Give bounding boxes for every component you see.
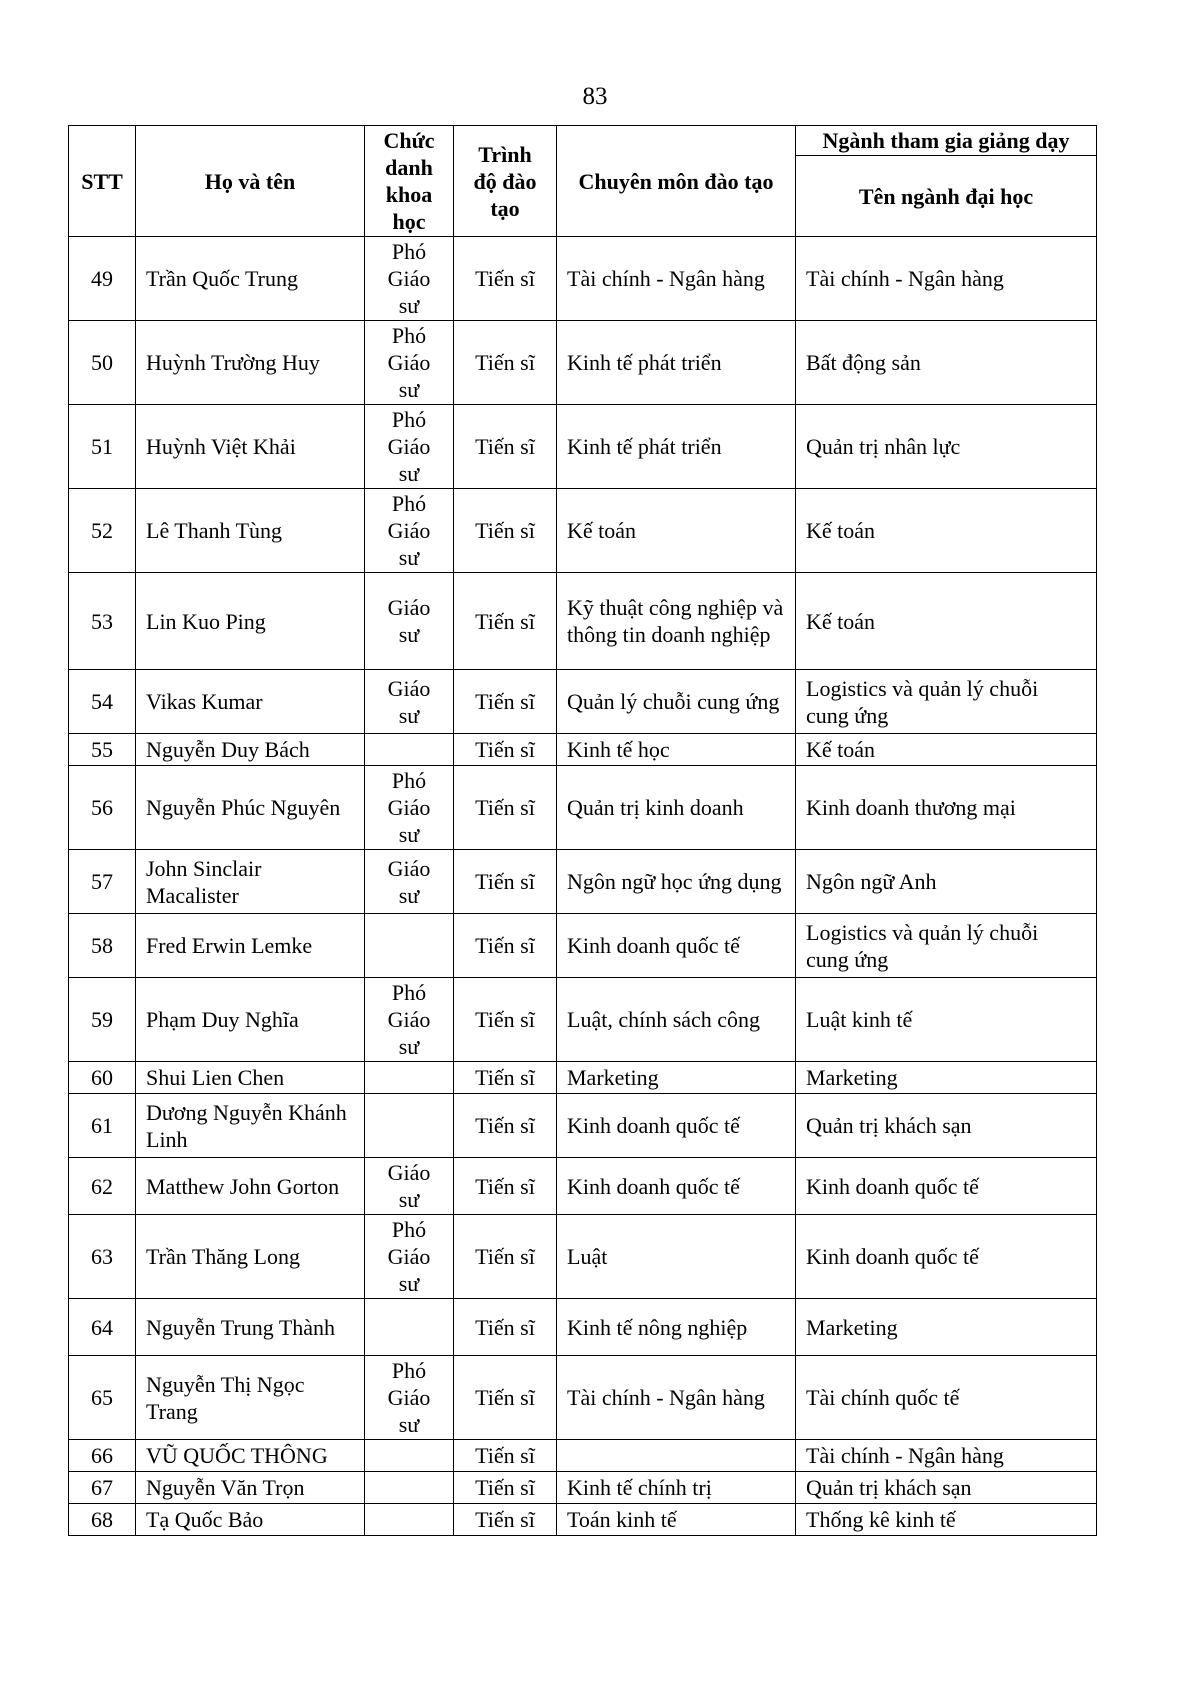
cell-degree: Tiến sĩ xyxy=(454,1504,557,1536)
cell-degree: Tiến sĩ xyxy=(454,850,557,914)
cell-major: Marketing xyxy=(796,1299,1097,1356)
cell-specialization: Tài chính - Ngân hàng xyxy=(557,237,796,321)
table-header xyxy=(69,126,1097,237)
cell-degree: Tiến sĩ xyxy=(454,237,557,321)
cell-degree: Tiến sĩ xyxy=(454,766,557,850)
cell-major: Kinh doanh quốc tế xyxy=(796,1158,1097,1215)
cell-major: Tài chính quốc tế xyxy=(796,1356,1097,1440)
cell-specialization: Kinh tế nông nghiệp xyxy=(557,1299,796,1356)
cell-major: Quản trị khách sạn xyxy=(796,1472,1097,1504)
cell-degree: Tiến sĩ xyxy=(454,573,557,670)
cell-name: VŨ QUỐC THÔNG xyxy=(136,1440,365,1472)
header-major: Tên ngành đại học xyxy=(796,156,1097,237)
cell-name: Dương Nguyễn Khánh Linh xyxy=(136,1094,365,1158)
cell-academic-title xyxy=(365,1062,454,1094)
cell-name: Nguyễn Thị Ngọc Trang xyxy=(136,1356,365,1440)
cell-specialization: Quản trị kinh doanh xyxy=(557,766,796,850)
cell-degree: Tiến sĩ xyxy=(454,978,557,1062)
cell-specialization: Kinh doanh quốc tế xyxy=(557,914,796,978)
cell-name: Nguyễn Trung Thành xyxy=(136,1299,365,1356)
cell-academic-title: Phó Giáo sư xyxy=(365,237,454,321)
cell-name: Trần Quốc Trung xyxy=(136,237,365,321)
table-body xyxy=(69,237,1097,1536)
cell-major: Tài chính - Ngân hàng xyxy=(796,237,1097,321)
cell-degree: Tiến sĩ xyxy=(454,1299,557,1356)
cell-major: Quản trị nhân lực xyxy=(796,405,1097,489)
cell-name: Huỳnh Việt Khải xyxy=(136,405,365,489)
cell-degree: Tiến sĩ xyxy=(454,1062,557,1094)
cell-name: Nguyễn Phúc Nguyên xyxy=(136,766,365,850)
cell-academic-title xyxy=(365,1472,454,1504)
cell-specialization: Kinh tế học xyxy=(557,734,796,766)
cell-degree: Tiến sĩ xyxy=(454,1158,557,1215)
table-row xyxy=(69,1094,1097,1158)
table-row xyxy=(69,1062,1097,1094)
cell-name: Vikas Kumar xyxy=(136,670,365,734)
cell-name: Huỳnh Trường Huy xyxy=(136,321,365,405)
table-row xyxy=(69,405,1097,489)
table-row xyxy=(69,237,1097,321)
cell-stt: 67 xyxy=(69,1472,136,1504)
cell-stt: 62 xyxy=(69,1158,136,1215)
cell-stt: 54 xyxy=(69,670,136,734)
cell-stt: 55 xyxy=(69,734,136,766)
cell-specialization: Toán kinh tế xyxy=(557,1504,796,1536)
cell-major: Ngôn ngữ Anh xyxy=(796,850,1097,914)
table-row xyxy=(69,1356,1097,1440)
cell-specialization: Kế toán xyxy=(557,489,796,573)
cell-stt: 66 xyxy=(69,1440,136,1472)
table-row xyxy=(69,1440,1097,1472)
cell-degree: Tiến sĩ xyxy=(454,1440,557,1472)
table-row xyxy=(69,573,1097,670)
cell-specialization: Kinh tế chính trị xyxy=(557,1472,796,1504)
table-row xyxy=(69,1472,1097,1504)
cell-major: Kế toán xyxy=(796,573,1097,670)
cell-stt: 60 xyxy=(69,1062,136,1094)
cell-specialization: Tài chính - Ngân hàng xyxy=(557,1356,796,1440)
cell-specialization xyxy=(557,1440,796,1472)
cell-stt: 57 xyxy=(69,850,136,914)
cell-academic-title: Giáo sư xyxy=(365,1158,454,1215)
table-row xyxy=(69,321,1097,405)
cell-degree: Tiến sĩ xyxy=(454,1215,557,1299)
cell-name: Shui Lien Chen xyxy=(136,1062,365,1094)
cell-name: Trần Thăng Long xyxy=(136,1215,365,1299)
cell-degree: Tiến sĩ xyxy=(454,489,557,573)
cell-major: Quản trị khách sạn xyxy=(796,1094,1097,1158)
cell-name: John Sinclair Macalister xyxy=(136,850,365,914)
cell-academic-title: Giáo sư xyxy=(365,850,454,914)
cell-stt: 63 xyxy=(69,1215,136,1299)
cell-specialization: Kinh doanh quốc tế xyxy=(557,1094,796,1158)
header-academic-title: Chức danh khoa học xyxy=(365,126,454,237)
cell-major: Marketing xyxy=(796,1062,1097,1094)
table-row xyxy=(69,978,1097,1062)
cell-academic-title xyxy=(365,914,454,978)
cell-stt: 52 xyxy=(69,489,136,573)
cell-degree: Tiến sĩ xyxy=(454,1356,557,1440)
cell-academic-title xyxy=(365,1299,454,1356)
cell-major: Logistics và quản lý chuỗi cung ứng xyxy=(796,914,1097,978)
cell-specialization: Kinh tế phát triển xyxy=(557,321,796,405)
cell-academic-title: Phó Giáo sư xyxy=(365,489,454,573)
cell-specialization: Kinh tế phát triển xyxy=(557,405,796,489)
cell-specialization: Ngôn ngữ học ứng dụng xyxy=(557,850,796,914)
cell-academic-title xyxy=(365,1094,454,1158)
table-row xyxy=(69,1299,1097,1356)
cell-degree: Tiến sĩ xyxy=(454,670,557,734)
cell-specialization: Luật, chính sách công xyxy=(557,978,796,1062)
cell-specialization: Luật xyxy=(557,1215,796,1299)
cell-stt: 49 xyxy=(69,237,136,321)
table-row xyxy=(69,489,1097,573)
cell-stt: 58 xyxy=(69,914,136,978)
cell-stt: 50 xyxy=(69,321,136,405)
cell-academic-title: Phó Giáo sư xyxy=(365,321,454,405)
page-number: 83 xyxy=(582,83,608,110)
cell-academic-title: Phó Giáo sư xyxy=(365,1356,454,1440)
cell-academic-title xyxy=(365,1440,454,1472)
cell-stt: 61 xyxy=(69,1094,136,1158)
cell-name: Matthew John Gorton xyxy=(136,1158,365,1215)
header-name: Họ và tên xyxy=(136,126,365,237)
cell-specialization: Quản lý chuỗi cung ứng xyxy=(557,670,796,734)
cell-major: Kế toán xyxy=(796,489,1097,573)
cell-major: Kế toán xyxy=(796,734,1097,766)
cell-stt: 53 xyxy=(69,573,136,670)
cell-name: Fred Erwin Lemke xyxy=(136,914,365,978)
cell-specialization: Marketing xyxy=(557,1062,796,1094)
cell-specialization: Kinh doanh quốc tế xyxy=(557,1158,796,1215)
header-stt: STT xyxy=(69,126,136,237)
cell-academic-title: Phó Giáo sư xyxy=(365,978,454,1062)
cell-academic-title xyxy=(365,1504,454,1536)
cell-major: Kinh doanh quốc tế xyxy=(796,1215,1097,1299)
cell-name: Nguyễn Văn Trọn xyxy=(136,1472,365,1504)
cell-major: Logistics và quản lý chuỗi cung ứng xyxy=(796,670,1097,734)
faculty-table xyxy=(68,125,1097,1536)
header-teaching-group: Ngành tham gia giảng dạy xyxy=(796,126,1097,156)
cell-degree: Tiến sĩ xyxy=(454,1472,557,1504)
cell-major: Bất động sản xyxy=(796,321,1097,405)
cell-academic-title: Phó Giáo sư xyxy=(365,766,454,850)
table-row xyxy=(69,1215,1097,1299)
cell-academic-title: Giáo sư xyxy=(365,670,454,734)
cell-name: Phạm Duy Nghĩa xyxy=(136,978,365,1062)
cell-major: Luật kinh tế xyxy=(796,978,1097,1062)
cell-degree: Tiến sĩ xyxy=(454,734,557,766)
cell-stt: 68 xyxy=(69,1504,136,1536)
header-degree: Trình độ đào tạo xyxy=(454,126,557,237)
cell-academic-title: Phó Giáo sư xyxy=(365,1215,454,1299)
cell-stt: 64 xyxy=(69,1299,136,1356)
table-row xyxy=(69,734,1097,766)
cell-major: Tài chính - Ngân hàng xyxy=(796,1440,1097,1472)
table-row xyxy=(69,850,1097,914)
cell-stt: 65 xyxy=(69,1356,136,1440)
header-row xyxy=(69,126,1097,156)
cell-name: Lê Thanh Tùng xyxy=(136,489,365,573)
cell-specialization: Kỹ thuật công nghiệp và thông tin doanh nghiệp xyxy=(557,573,796,670)
cell-degree: Tiến sĩ xyxy=(454,914,557,978)
cell-degree: Tiến sĩ xyxy=(454,1094,557,1158)
cell-stt: 56 xyxy=(69,766,136,850)
table-row xyxy=(69,766,1097,850)
cell-degree: Tiến sĩ xyxy=(454,321,557,405)
cell-stt: 51 xyxy=(69,405,136,489)
cell-academic-title: Phó Giáo sư xyxy=(365,405,454,489)
table-row xyxy=(69,1158,1097,1215)
cell-name: Lin Kuo Ping xyxy=(136,573,365,670)
cell-degree: Tiến sĩ xyxy=(454,405,557,489)
cell-major: Kinh doanh thương mại xyxy=(796,766,1097,850)
table-row xyxy=(69,1504,1097,1536)
table-row xyxy=(69,670,1097,734)
cell-academic-title: Giáo sư xyxy=(365,573,454,670)
table-row xyxy=(69,914,1097,978)
header-specialization: Chuyên môn đào tạo xyxy=(557,126,796,237)
cell-major: Thống kê kinh tế xyxy=(796,1504,1097,1536)
cell-name: Tạ Quốc Bảo xyxy=(136,1504,365,1536)
cell-name: Nguyễn Duy Bách xyxy=(136,734,365,766)
cell-academic-title xyxy=(365,734,454,766)
cell-stt: 59 xyxy=(69,978,136,1062)
